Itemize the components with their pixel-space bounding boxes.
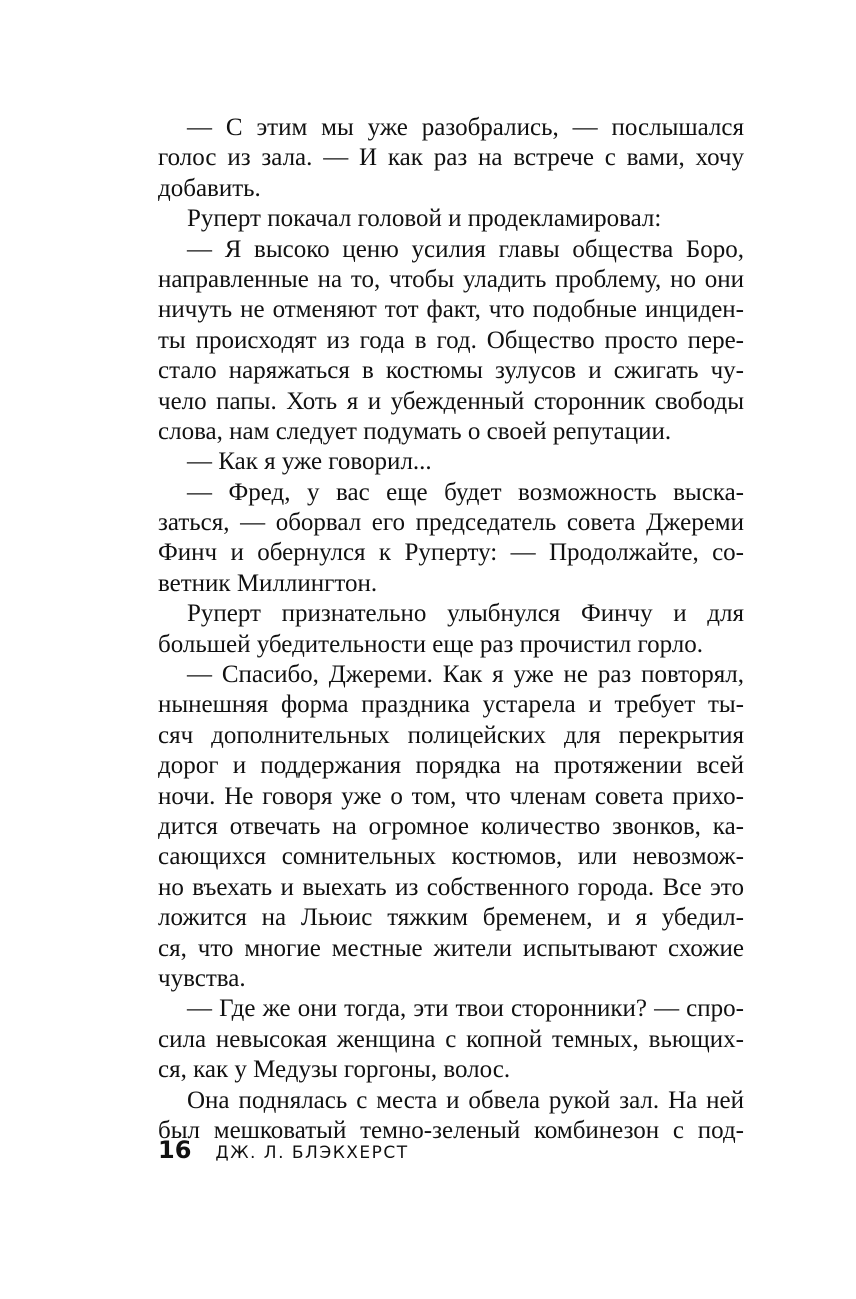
text-line: слова, нам следует подумать о своей репутации. — [158, 417, 672, 445]
text-line: сающихся сомнительных костюмов, или невозмож- — [158, 843, 744, 871]
text-line: был мешковатый темно-зеленый комбинезон с под- — [158, 1116, 744, 1144]
text-line: сяч дополнительных полицейских для перекрытия — [158, 721, 744, 749]
text-line: дится отвечать на огромное количество звонков, ка- — [158, 812, 744, 840]
running-head-author: ДЖ. Л. БЛЭКХЕРСТ — [215, 1143, 409, 1163]
text-line: ты происходят из года в год. Общество просто пере- — [158, 326, 744, 354]
text-line: — Фред, у вас еще будет возможность выска- — [187, 478, 744, 506]
text-line: — Спасибо, Джереми. Как я уже не раз повторял, — [187, 661, 744, 689]
text-line: ся, как у Медузы горгоны, волос. — [158, 1056, 511, 1084]
text-line: — Где же они тогда, эти твои сторонники? — спро- — [187, 995, 744, 1023]
text-line: ложится на Льюис тяжким бременем, и я убедил- — [158, 904, 744, 932]
page-footer — [158, 1135, 409, 1165]
text-line: Она поднялась с места и обвела рукой зал. На ней — [187, 1086, 744, 1114]
text-line: чело папы. Хоть я и убежденный сторонник свободы — [158, 387, 744, 415]
text-line: голос из зала. — И как раз на встрече с вами, хочу — [158, 144, 744, 172]
text-line: Руперт признательно улыбнулся Финчу и для — [187, 600, 744, 628]
text-line: нынешняя форма праздника устарела и требует ты- — [158, 691, 744, 719]
text-line: направленные на то, чтобы уладить проблему, но они — [158, 265, 744, 293]
text-line: — С этим мы уже разобрались, — послышался — [187, 114, 744, 141]
text-line: чувства. — [158, 964, 246, 992]
text-line: но въехать и выехать из собственного города. Все это — [158, 873, 744, 901]
text-line: ветник Миллингтон. — [158, 569, 378, 597]
text-line: — Как я уже говорил... — [187, 448, 432, 476]
text-line: дорог и поддержания порядка на протяжении всей — [158, 752, 744, 780]
text-line: сила невысокая женщина с копной темных, вьющих- — [158, 1025, 744, 1053]
text-line: большей убедительности еще раз прочистил горло. — [158, 630, 703, 658]
text-line: — Я высоко ценю усилия главы общества Боро, — [187, 235, 744, 263]
text-line: ночи. Не говоря уже о том, что членам совета прихо- — [158, 782, 744, 810]
body-text — [158, 113, 744, 1146]
text-line: Финч и обернулся к Руперту: — Продолжайте, со- — [158, 539, 744, 567]
page-number: 16 — [158, 1136, 192, 1164]
text-line: ся, что многие местные жители испытывают схожие — [158, 934, 744, 962]
text-line: стало наряжаться в костюмы зулусов и сжигать чу- — [158, 357, 744, 385]
text-line: добавить. — [158, 174, 261, 202]
text-line: заться, — оборвал его председатель совета Джереми — [158, 509, 744, 537]
text-line: ничуть не отменяют тот факт, что подобные инциден- — [158, 296, 744, 324]
text-line: Руперт покачал головой и продекламировал: — [187, 205, 662, 233]
